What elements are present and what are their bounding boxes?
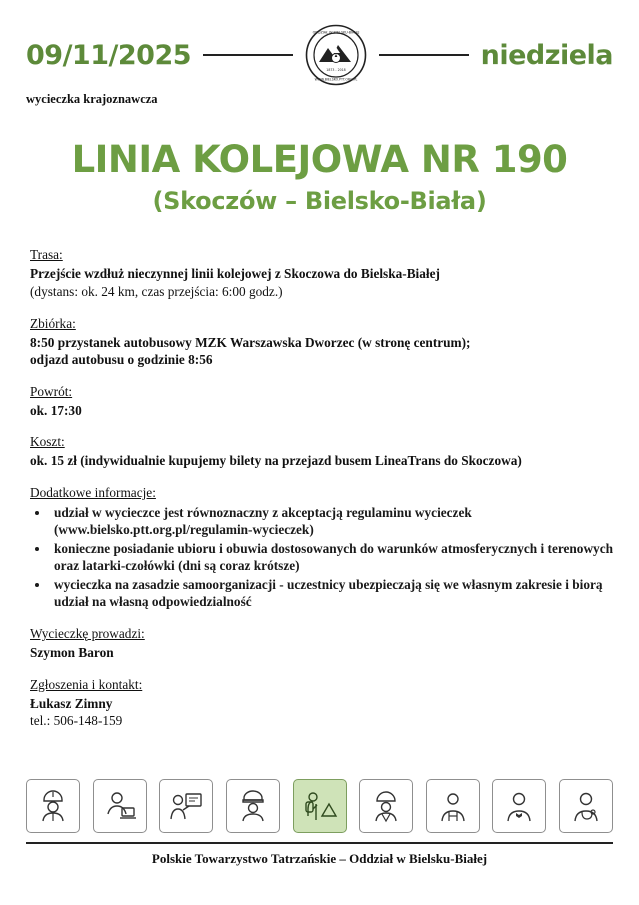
list-item: • konieczne posiadanie ubioru i obuwia dostosowanych do warunków atmosferycznych i terenowych oraz latarki-czołówki (dni są coraz krótsze) [50,540,613,575]
poster-header [26,24,613,86]
section-prowadzi-line1: Szymon Baron [30,645,114,660]
captain-officer-icon [226,779,280,833]
event-kind: wycieczka krajoznawcza [26,92,158,106]
page-title: LINIA KOLEJOWA NR 190 [71,138,568,181]
ptt-logo [305,24,367,86]
waiter-bowtie-icon [492,779,546,833]
svg-text:ODDZIAŁ W BIELSKU-BIAŁEJ: ODDZIAŁ W BIELSKU-BIAŁEJ [312,30,360,35]
section-kontakt-line1: Łukasz Zimny [30,695,113,711]
section-trasa-line1: Przejście wzdłuż nieczynnej linii kolejowej z Skoczowa do Bielska-Białej [30,266,440,282]
section-koszt-label: Koszt: [30,434,65,450]
hiker-backpack-mountains-icon [293,779,347,833]
poster-footer [26,842,613,867]
title-block [26,138,613,215]
section-kontakt [30,677,613,730]
office-worker-laptop-icon [93,779,147,833]
section-powrot-line1: ok. 17:30 [30,402,82,418]
page-subtitle: (Skoczów – Bielsko-Biała) [152,186,487,215]
header-rule-right [379,54,469,56]
section-powrot-label: Powrót: [30,383,73,399]
list-item: • wycieczka na zasadzie samoorganizacji - uczestnicy ubezpieczają się we własnym zakresie i biorą udział na własną odpowiedzialność [50,576,613,611]
section-zbiorka-label: Zbiórka: [30,315,76,331]
section-kontakt-label: Zgłoszenia i kontakt: [30,676,143,692]
section-dodatkowe [30,485,613,611]
occupation-icon-strip [26,779,613,833]
section-kontakt-line2: tel.: 506-148-159 [30,713,123,729]
section-zbiorka [30,316,613,369]
section-koszt [30,434,613,470]
section-prowadzi-label: Wycieczkę prowadzi: [30,626,145,641]
farmer-overalls-icon [426,779,480,833]
footer-organization: Polskie Towarzystwo Tatrzańskie – Oddział w Bielsku-Białej [151,851,488,866]
header-rule-left [203,54,293,56]
poster-content [26,247,613,729]
section-trasa-label: Trasa: [30,247,63,263]
construction-worker-icon [359,779,413,833]
event-weekday: niedziela [480,39,614,71]
section-powrot [30,384,613,420]
section-trasa-line2: (dystans: ok. 24 km, czas przejścia: 6:00 godz.) [30,283,283,299]
event-date: 09/11/2025 [26,39,192,71]
section-koszt-line1: ok. 15 zł (indywidualnie kupujemy bilety na przejazd busem LineaTrans do Skoczowa) [30,453,522,469]
additional-info-list [30,504,613,611]
list-item: • udział w wycieczce jest równoznaczny z akceptacją regulaminu wycieczek (www.bielsko.ptt.org.pl/regulamin-wycieczek) [50,504,613,539]
section-dodatkowe-label: Dodatkowe informacje: [30,484,156,500]
section-trasa [30,247,613,300]
svg-text:1873 - 2018: 1873 - 2018 [326,68,346,72]
section-zbiorka-line2: odjazd autobusu o godzinie 8:56 [30,352,213,368]
section-zbiorka-line1: 8:50 przystanek autobusowy MZK Warszawska Dworzec (w stronę centrum); [30,334,471,350]
section-prowadzi [30,626,613,662]
teacher-board-icon [159,779,213,833]
worker-helmet-icon [26,779,80,833]
svg-text:WWW.BIELSKO.PTT.ORG.PL: WWW.BIELSKO.PTT.ORG.PL [314,77,358,82]
doctor-stethoscope-icon [559,779,613,833]
